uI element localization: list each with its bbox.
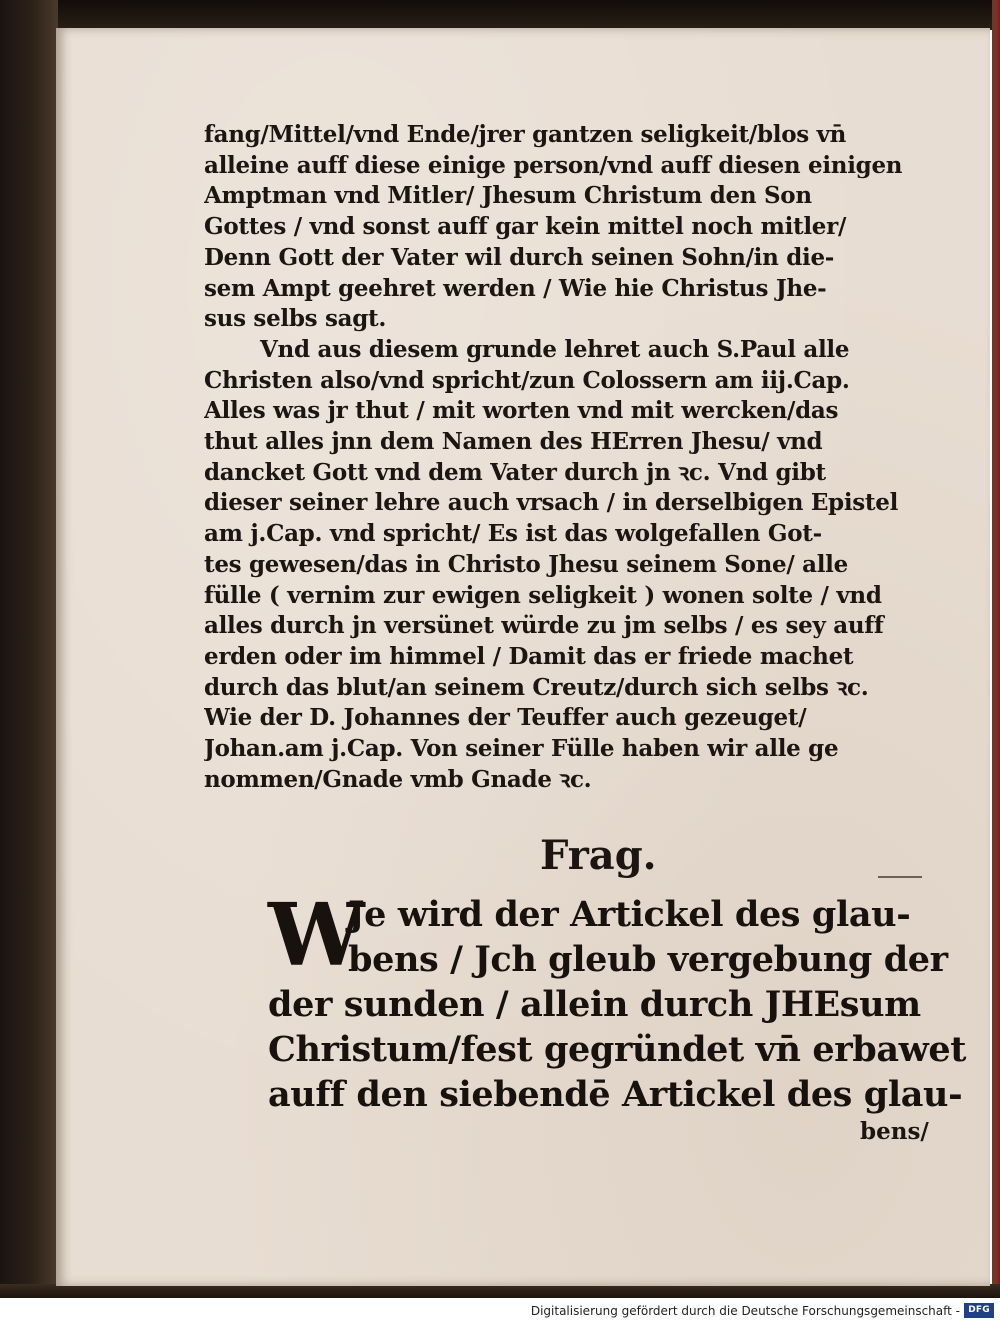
book-binding-shadow [0, 0, 58, 1296]
body-line: fülle ( vernim zur ewigen seligkeit ) wonen solte / vnd [204, 581, 882, 609]
body-line: erden oder im himmel / Damit das er friede machet [204, 642, 854, 670]
body-line: Christen also/vnd spricht/zun Colossern am iij.Cap. [204, 366, 850, 394]
body-line: thut alles jnn dem Namen des HErren Jhesu/ vnd [204, 428, 823, 456]
question-line: auff den siebendē Artickel des glau- [268, 1074, 963, 1115]
body-line: Amptman vnd Mitler/ Jhesum Christum den Son [204, 182, 812, 210]
body-line: nommen/Gnade vmb Gnade ꝛc. [204, 765, 592, 793]
book-right-edge [992, 0, 1000, 1296]
body-line: sus selbs sagt. [204, 305, 387, 333]
body-line: Wie der D. Johannes der Teuffer auch gezeuget/ [204, 704, 807, 732]
heading-rule [878, 876, 922, 878]
body-line: dieser seiner lehre auch vrsach / in derselbigen Epistel [204, 489, 899, 517]
body-line: sem Ampt geehret werden / Wie hie Christus Jhe- [204, 274, 827, 302]
question-line: der sunden / allein durch JHEsum [268, 984, 921, 1025]
book-top-edge [0, 0, 1000, 30]
drop-cap-initial: W [268, 885, 365, 986]
dfg-logo: DFG [964, 1303, 994, 1318]
body-line: tes gewesen/das in Christo Jhesu seinem Sone/ alle [204, 550, 848, 578]
question-line: bens / Jch gleub vergebung der [348, 939, 948, 980]
section-heading: Frag. [540, 832, 657, 879]
body-line: Johan.am j.Cap. Von seiner Fülle haben wir alle ge [204, 735, 839, 763]
footer-bar [0, 1298, 1000, 1324]
body-line: alles durch jn versünet würde zu jm selbs / es sey auff [204, 612, 884, 640]
body-line: dancket Gott vnd dem Vater durch jn ꝛc. Vnd gibt [204, 458, 826, 486]
body-line: Vnd aus diesem grunde lehret auch S.Paul alle [260, 335, 850, 363]
footer-credit: Digitalisierung gefördert durch die Deutsche Forschungsgemeinschaft - [530, 1304, 960, 1318]
body-line: alleine auff diese einige person/vnd auff diesen einigen [204, 151, 903, 179]
question-line: Je wird der Artickel des glau- [348, 894, 911, 935]
catchword: bens/ [860, 1118, 929, 1145]
question-line: Christum/fest gegründet vn̄ erbawet [268, 1029, 966, 1070]
body-text [204, 120, 932, 795]
body-line: Alles was jr thut / mit worten vnd mit wercken/das [204, 397, 839, 425]
body-line: am j.Cap. vnd spricht/ Es ist das wolgefallen Got- [204, 520, 822, 548]
body-line: Denn Gott der Vater wil durch seinen Sohn/in die- [204, 243, 835, 271]
body-line: durch das blut/an seinem Creutz/durch sich selbs ꝛc. [204, 673, 869, 701]
question-text [268, 885, 966, 1117]
body-line: fang/Mittel/vnd Ende/jrer gantzen seligkeit/blos vn̄ [204, 121, 847, 148]
body-line: Gottes / vnd sonst auff gar kein mittel noch mitler/ [204, 213, 847, 241]
book-bottom-edge [0, 1284, 1000, 1298]
